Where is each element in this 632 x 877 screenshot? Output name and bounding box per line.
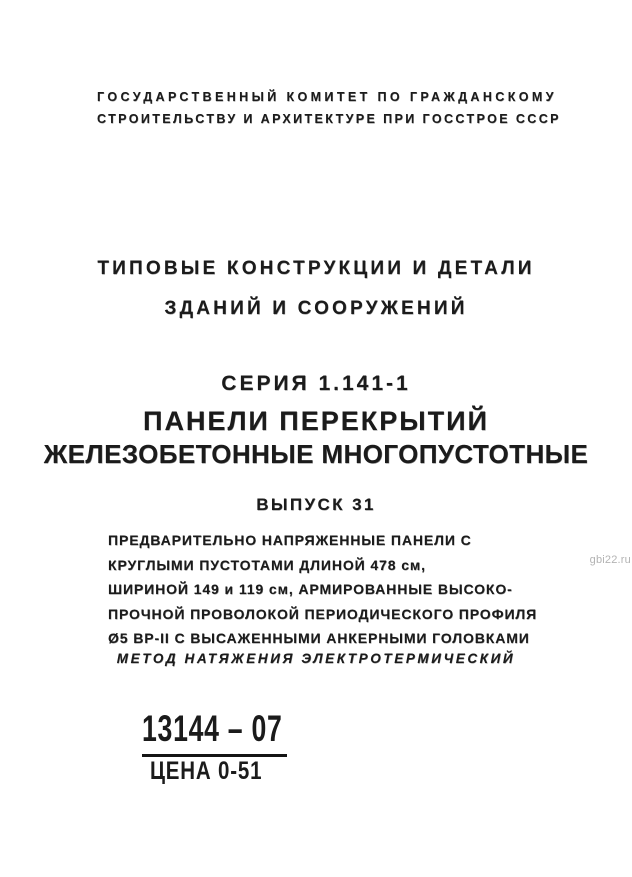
tensioning-method-line: МЕТОД НАТЯЖЕНИЯ ЭЛЕКТРОТЕРМИЧЕСКИЙ — [116, 651, 516, 666]
letterhead-line-1: ГОСУДАРСТВЕННЫЙ КОМИТЕТ ПО ГРАЖДАНСКОМУ — [97, 90, 557, 104]
section-title-line-2: ЗДАНИЙ И СООРУЖЕНИЙ — [164, 298, 468, 319]
section-title-line-1: ТИПОВЫЕ КОНСТРУКЦИИ И ДЕТАЛИ — [97, 258, 535, 279]
site-watermark: gbi22.ru — [589, 554, 631, 566]
series-title-line-2: ЖЕЛЕЗОБЕТОННЫЕ МНОГОПУСТОТНЫЕ — [43, 439, 589, 469]
price-line — [150, 757, 287, 786]
price-text: ЦЕНА 0-51 — [150, 757, 263, 785]
description-paragraph — [108, 528, 568, 651]
description-line: ПРОЧНОЙ ПРОВОЛОКОЙ ПЕРИОДИЧЕСКОГО ПРОФИЛЯ — [108, 605, 538, 622]
description-line: Ø5 ВР-II С ВЫСАЖЕННЫМИ АНКЕРНЫМИ ГОЛОВКАМИ — [108, 630, 530, 647]
description-line: КРУГЛЫМИ ПУСТОТАМИ ДЛИНОЙ 478 см, — [108, 556, 426, 573]
issue-label: ВЫПУСК 31 — [256, 495, 376, 514]
document-number-text: 13144 – 07 — [142, 708, 283, 749]
handwritten-document-number — [142, 708, 287, 757]
description-line: ШИРИНОЙ 149 и 119 см, АРМИРОВАННЫЕ ВЫСОКО- — [108, 581, 513, 598]
series-label: СЕРИЯ 1.141-1 — [221, 372, 411, 395]
series-title-line-1: ПАНЕЛИ ПЕРЕКРЫТИЙ — [143, 406, 489, 436]
letterhead-line-2: СТРОИТЕЛЬСТВУ И АРХИТЕКТУРЕ ПРИ ГОССТРОЕ СССР — [97, 112, 561, 126]
description-line: ПРЕДВАРИТЕЛЬНО НАПРЯЖЕННЫЕ ПАНЕЛИ С — [108, 532, 472, 548]
